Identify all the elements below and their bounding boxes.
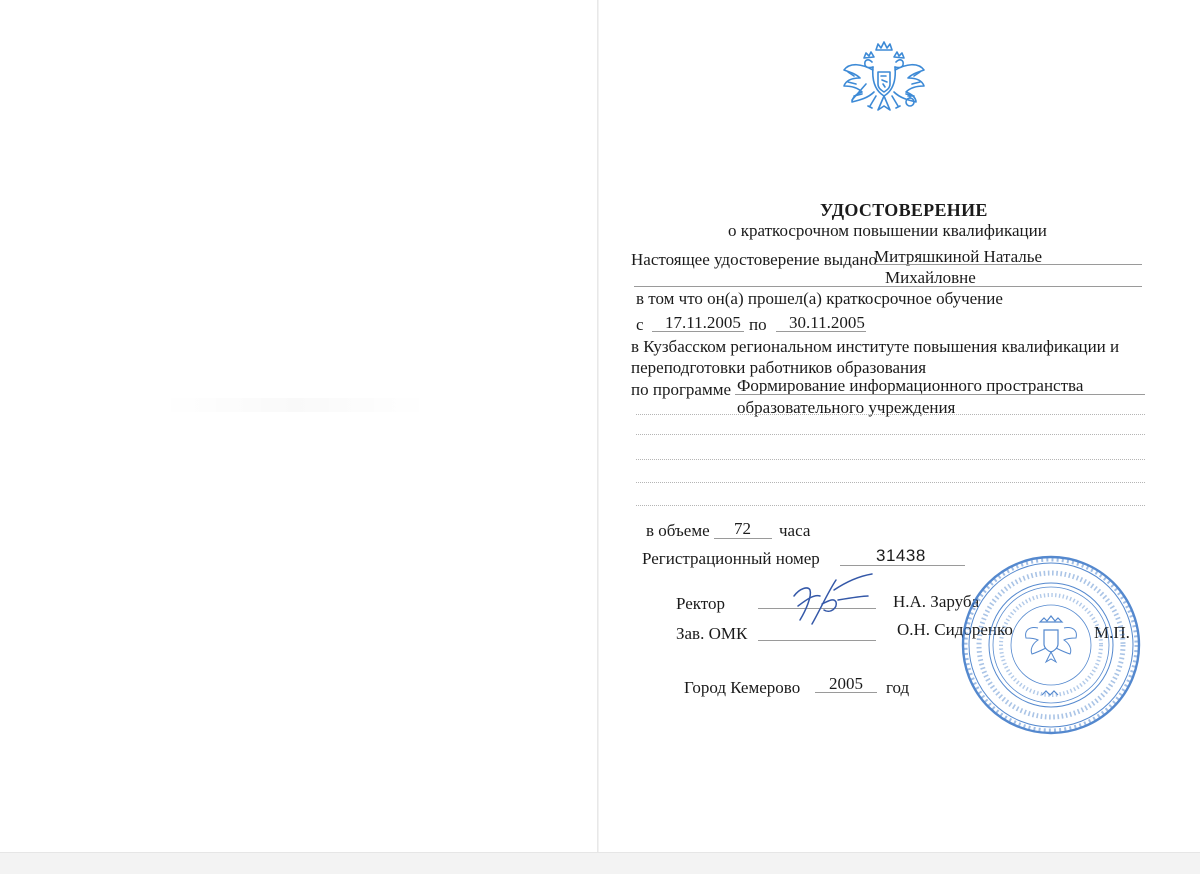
date-to-value: 30.11.2005 <box>789 313 865 332</box>
program-label: по программе <box>631 380 732 399</box>
seal-mark: М.П. <box>1094 623 1130 642</box>
institution-line2: переподготовки работников образования <box>631 358 927 377</box>
city-label: Город Кемерово <box>684 678 801 697</box>
program-blank-line-4 <box>636 505 1145 506</box>
volume-hours: 72 <box>734 519 751 538</box>
rector-label: Ректор <box>676 594 726 613</box>
left-page-show-through <box>160 398 430 412</box>
head-name: О.Н. Сидоренко <box>897 620 1013 639</box>
document-title: УДОСТОВЕРЕНИЕ <box>820 200 988 220</box>
date-from-label: с <box>636 315 644 334</box>
head-label: Зав. ОМК <box>676 624 748 643</box>
institution-line1: в Кузбасском региональном институте повышения квалификации и <box>631 337 1120 356</box>
volume-unit: часа <box>779 521 811 540</box>
registration-number: 31438 <box>876 546 926 565</box>
program-blank-line-1 <box>636 434 1145 435</box>
recipient-underline-2 <box>634 286 1142 287</box>
date-to-label: по <box>749 315 767 334</box>
recipient-underline-1 <box>872 264 1142 265</box>
date-to-underline <box>776 331 866 332</box>
recipient-name-line2: Михайловне <box>885 268 976 287</box>
program-underline-2 <box>636 414 1145 415</box>
recipient-name-line1: Митряшкиной Наталье <box>874 247 1043 266</box>
program-blank-line-2 <box>636 459 1145 460</box>
head-signature-line <box>758 640 876 641</box>
volume-underline <box>714 538 772 539</box>
program-name-line1: Формирование информационного пространства <box>737 376 1084 395</box>
left-page-blank <box>0 0 598 852</box>
rector-name: Н.А. Заруба <box>893 592 980 611</box>
issued-to-label: Настоящее удостоверение выдано <box>631 250 878 269</box>
year-label: год <box>886 678 910 697</box>
year-underline <box>815 692 877 693</box>
year-value: 2005 <box>829 674 863 693</box>
program-name-line2: образовательного учреждения <box>737 398 956 417</box>
volume-label: в объеме <box>646 521 710 540</box>
training-statement: в том что он(а) прошел(а) краткосрочное обучение <box>636 289 1003 308</box>
handwritten-signature <box>776 570 886 634</box>
program-underline-1 <box>735 394 1145 395</box>
date-from-underline <box>652 331 744 332</box>
document-subtitle: о краткосрочном повышении квалификации <box>728 221 1047 240</box>
coat-of-arms-emblem <box>838 40 930 136</box>
registration-label: Регистрационный номер <box>642 549 820 568</box>
registration-underline <box>840 565 965 566</box>
scan-bottom-edge <box>0 852 1200 874</box>
program-blank-line-3 <box>636 482 1145 483</box>
official-round-stamp <box>958 552 1144 738</box>
date-from-value: 17.11.2005 <box>665 313 741 332</box>
